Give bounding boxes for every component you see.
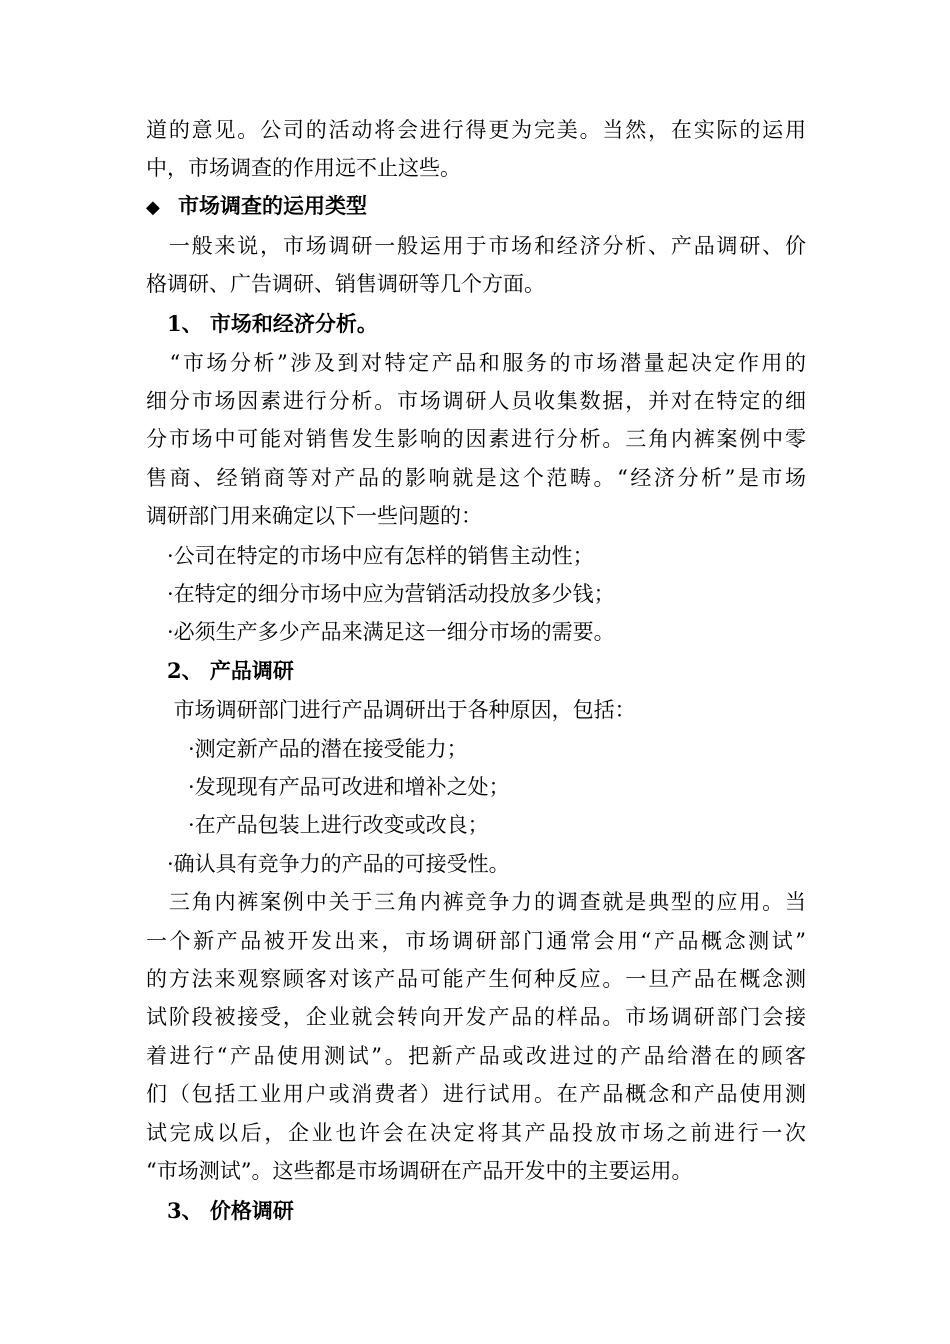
paragraph-line: 们（包括工业用户或消费者）进行试用。在产品概念和产品使用测: [146, 1082, 806, 1106]
list-item: ·必须生产多少产品来满足这一细分市场的需要。: [146, 620, 615, 644]
paragraph-line: 中，市场调查的作用远不止这些。: [146, 156, 461, 180]
list-item: ·公司在特定的市场中应有怎样的销售主动性；: [146, 544, 594, 568]
paragraph-line: 道的意见。公司的活动将会进行得更为完美。当然，在实际的运用: [146, 118, 806, 142]
list-item: ·确认具有竞争力的产品的可接受性。: [146, 852, 510, 876]
paragraph-line: “市场测试”。这些都是市场调研在产品开发中的主要运用。: [146, 1159, 693, 1183]
paragraph-line: 细分市场因素进行分析。市场调研人员收集数据，并对在特定的细: [146, 389, 806, 413]
list-item: ·测定新产品的潜在接受能力；: [146, 737, 468, 761]
paragraph-line: 试阶段被接受，企业就会转向开发产品的样品。市场调研部门会接: [146, 1005, 806, 1029]
subheading: 1、 市场和经济分析。: [146, 311, 378, 336]
paragraph-line: 一般来说，市场调研一般运用于市场和经济分析、产品调研、价: [146, 234, 806, 258]
diamond-bullet-icon: ◆: [146, 197, 160, 218]
paragraph-line: 市场调研部门进行产品调研出于各种原因，包括：: [146, 698, 636, 722]
paragraph-line: “市场分析”涉及到对特定产品和服务的市场潜量起决定作用的: [146, 351, 806, 375]
paragraph-line: 分市场中可能对销售发生影响的因素进行分析。三角内裤案例中零: [146, 427, 806, 451]
list-item: ·发现现有产品可改进和增补之处；: [146, 775, 510, 799]
paragraph-line: 调研部门用来确定以下一些问题的：: [146, 504, 482, 528]
paragraph-line: 着进行“产品使用测试”。把新产品或改进过的产品给潜在的顾客: [146, 1044, 806, 1068]
paragraph-line: 三角内裤案例中关于三角内裤竞争力的调查就是典型的应用。当: [146, 890, 806, 914]
paragraph-line: 售商、经销商等对产品的影响就是这个范畴。“经济分析”是市场: [146, 466, 806, 490]
list-item: ·在产品包装上进行改变或改良；: [146, 813, 489, 837]
paragraph-line: 的方法来观察顾客对该产品可能产生何种反应。一旦产品在概念测: [146, 967, 806, 991]
section-heading-text: 市场调查的运用类型: [178, 193, 367, 218]
section-heading: [146, 187, 806, 225]
paragraph-line: 格调研、广告调研、销售调研等几个方面。: [146, 272, 545, 296]
paragraph-line: 一个新产品被开发出来，市场调研部门通常会用“产品概念测试”: [146, 929, 806, 953]
subheading: 3、 价格调研: [146, 1198, 294, 1223]
subheading: 2、 产品调研: [146, 658, 294, 683]
paragraph-line: 试完成以后，企业也许会在决定将其产品投放市场之前进行一次: [146, 1121, 806, 1145]
list-item: ·在特定的细分市场中应为营销活动投放多少钱；: [146, 582, 615, 606]
